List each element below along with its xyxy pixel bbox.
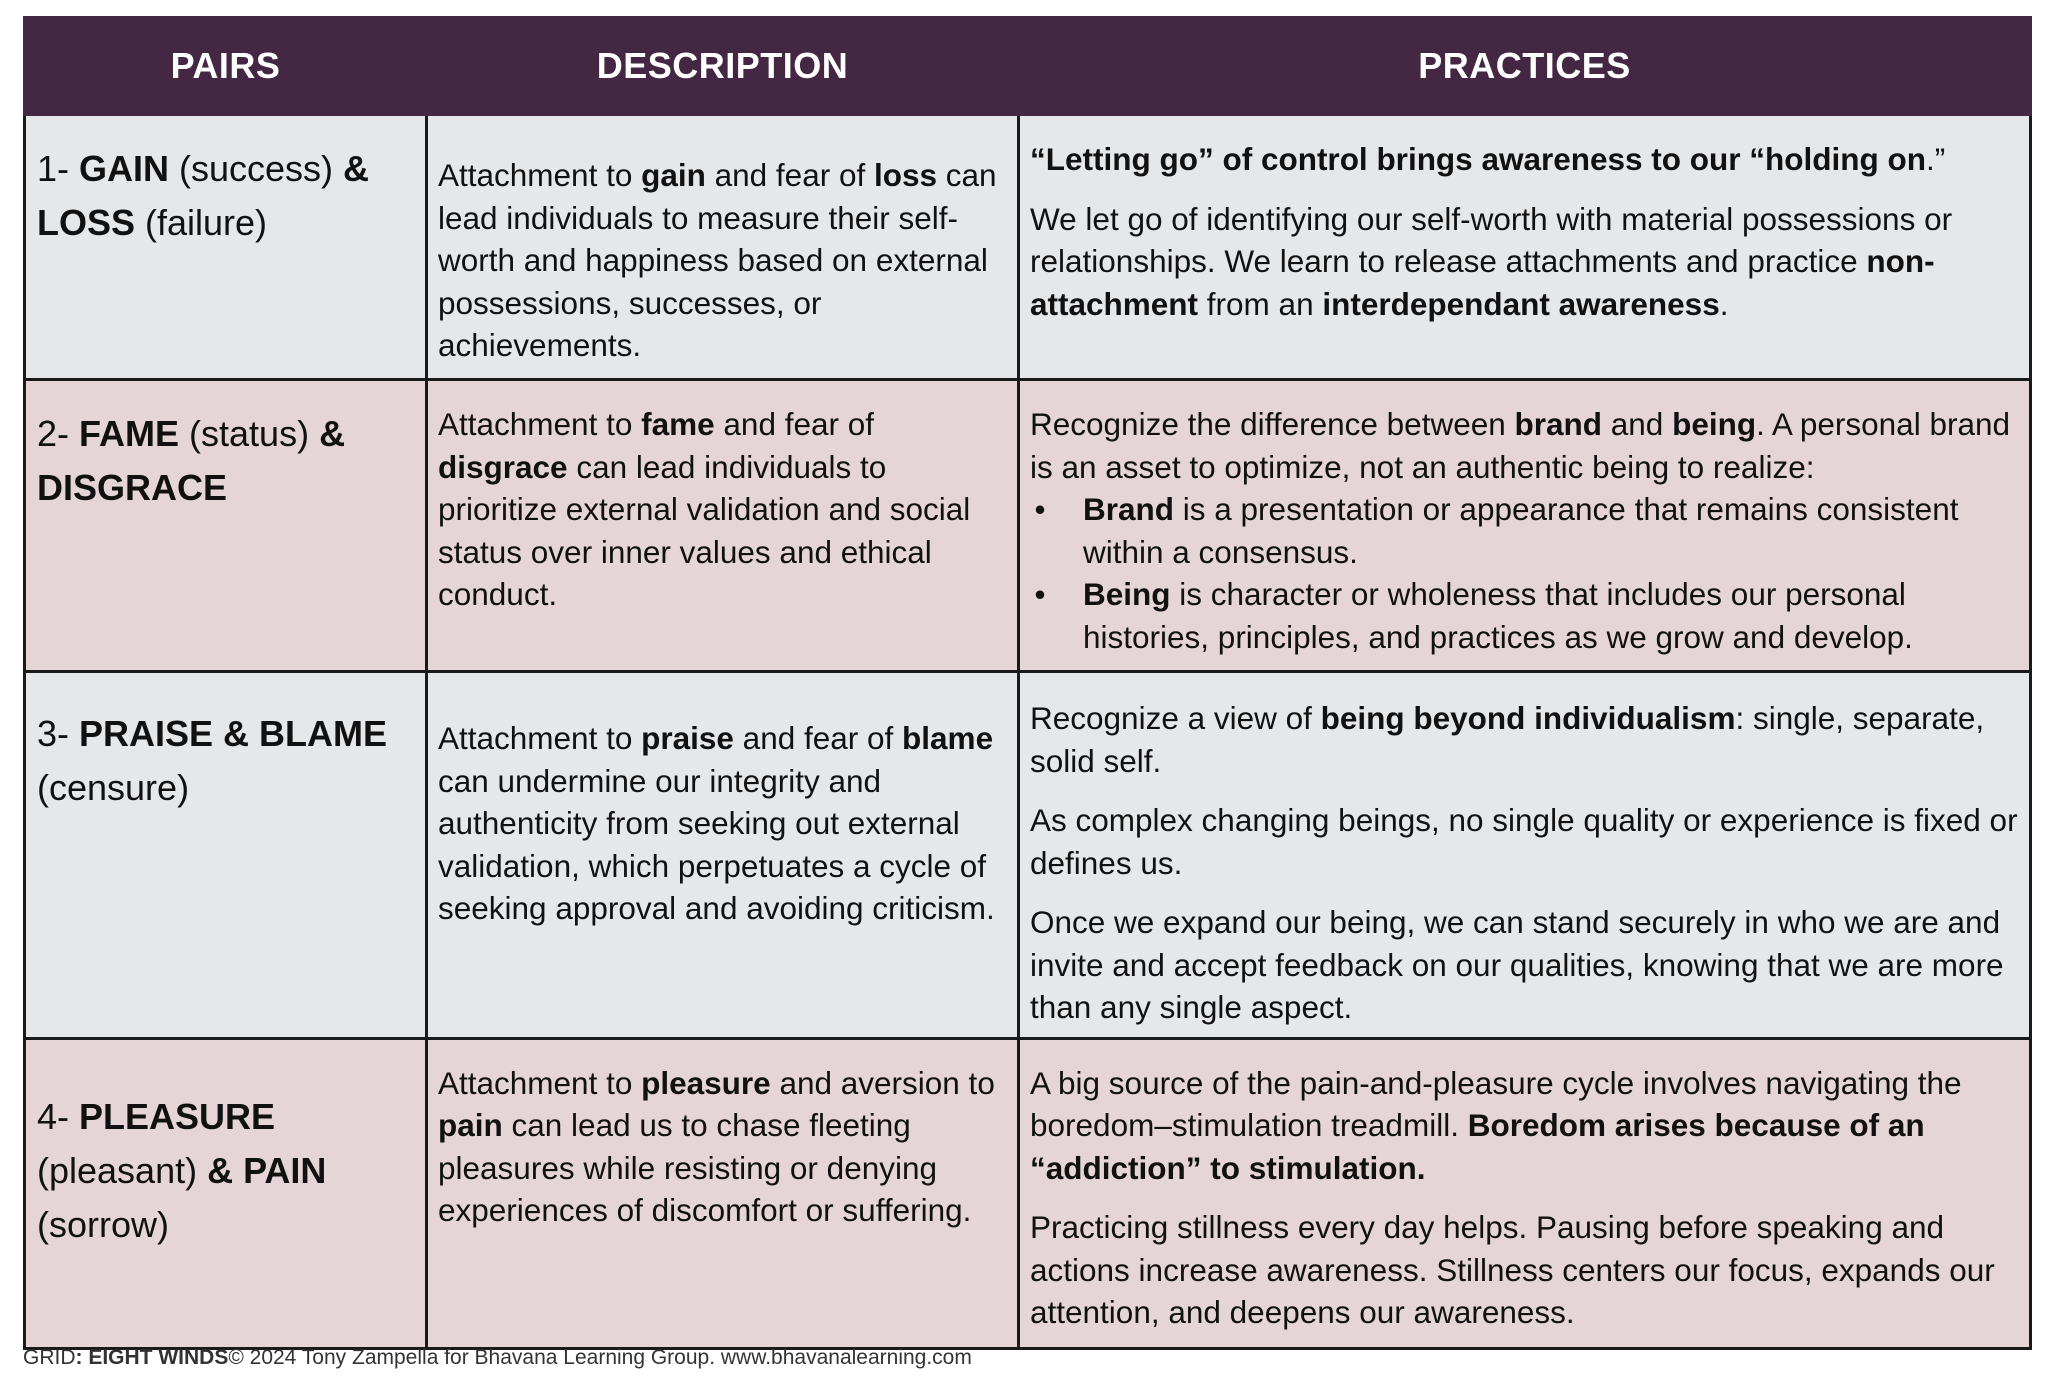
footer-credit: GRID: EIGHT WINDS© 2024 Tony Zampella for Bhavana Learning Group. www.bhavanalearning.com (23, 1346, 972, 1369)
practice-paragraph: We let go of identifying our self-worth with material possessions or relationships. We learn to release attachments and practice non-attachment from an interdependant awareness. (1030, 200, 1953, 322)
practice-paragraph: Recognize the difference between brand and being. A personal brand is an asset to optimize, not an authentic being to realize: (1030, 406, 2011, 485)
eight-winds-grid (23, 16, 2032, 1350)
description-cell-gain-loss: Attachment to gain and fear of loss can lead individuals to measure their self-worth and happiness based on external possessions, successes, or achievements. (427, 115, 1019, 380)
practice-paragraph: Practicing stillness every day helps. Pausing before speaking and actions increase awareness. Stillness centers our focus, expands our attention, and deepens our awareness. (1030, 1209, 1995, 1330)
practices-cell-gain-loss (1019, 115, 2031, 380)
table-row (25, 380, 2031, 672)
list-item: • Brand is a presentation or appearance that remains consistent within a consensus. (1030, 488, 2021, 573)
header-practices: PRACTICES (1019, 18, 2031, 115)
description-cell-praise-blame: Attachment to praise and fear of blame can undermine our integrity and authenticity from seeking out external validation, which perpetuates a cycle of seeking approval and avoiding criticism. (427, 672, 1019, 1039)
header-description: DESCRIPTION (427, 18, 1019, 115)
pair-cell-gain-loss: 1- GAIN (success) & LOSS (failure) (25, 115, 427, 380)
practices-cell-fame-disgrace (1019, 380, 2031, 672)
pair-cell-fame-disgrace: 2- FAME (status) & DISGRACE (25, 380, 427, 672)
practice-paragraph: “Letting go” of control brings awareness to our “holding on.” (1030, 141, 1946, 177)
practice-paragraph: As complex changing beings, no single quality or experience is fixed or defines us. (1030, 802, 2018, 881)
table-row (25, 1038, 2031, 1348)
header-row (25, 18, 2031, 115)
practice-list (1030, 488, 2021, 658)
practices-cell-praise-blame (1019, 672, 2031, 1039)
pair-cell-praise-blame: 3- PRAISE & BLAME (censure) (25, 672, 427, 1039)
practice-paragraph: Recognize a view of being beyond individualism: single, separate, solid self. (1030, 700, 1985, 779)
table-row (25, 672, 2031, 1039)
practices-cell-pleasure-pain (1019, 1038, 2031, 1348)
table-row (25, 115, 2031, 380)
list-item: • Being is character or wholeness that includes our personal histories, principles, and practices as we grow and develop. (1030, 573, 2021, 658)
description-cell-pleasure-pain: Attachment to pleasure and aversion to pain can lead us to chase fleeting pleasures while resisting or denying experiences of discomfort or suffering. (427, 1038, 1019, 1348)
bullet-icon: • (1034, 576, 1046, 612)
practice-paragraph: Once we expand our being, we can stand securely in who we are and invite and accept feedback on our qualities, knowing that we are more than any single aspect. (1030, 904, 2004, 1025)
description-cell-fame-disgrace: Attachment to fame and fear of disgrace can lead individuals to prioritize external validation and social status over inner values and ethical conduct. (427, 380, 1019, 672)
pair-cell-pleasure-pain: 4- PLEASURE (pleasant) & PAIN (sorrow) (25, 1038, 427, 1348)
header-pairs: PAIRS (25, 18, 427, 115)
practice-paragraph: A big source of the pain-and-pleasure cycle involves navigating the boredom–stimulation treadmill. Boredom arises because of an “addiction” to stimulation. (1030, 1064, 1962, 1186)
bullet-icon: • (1034, 491, 1046, 527)
